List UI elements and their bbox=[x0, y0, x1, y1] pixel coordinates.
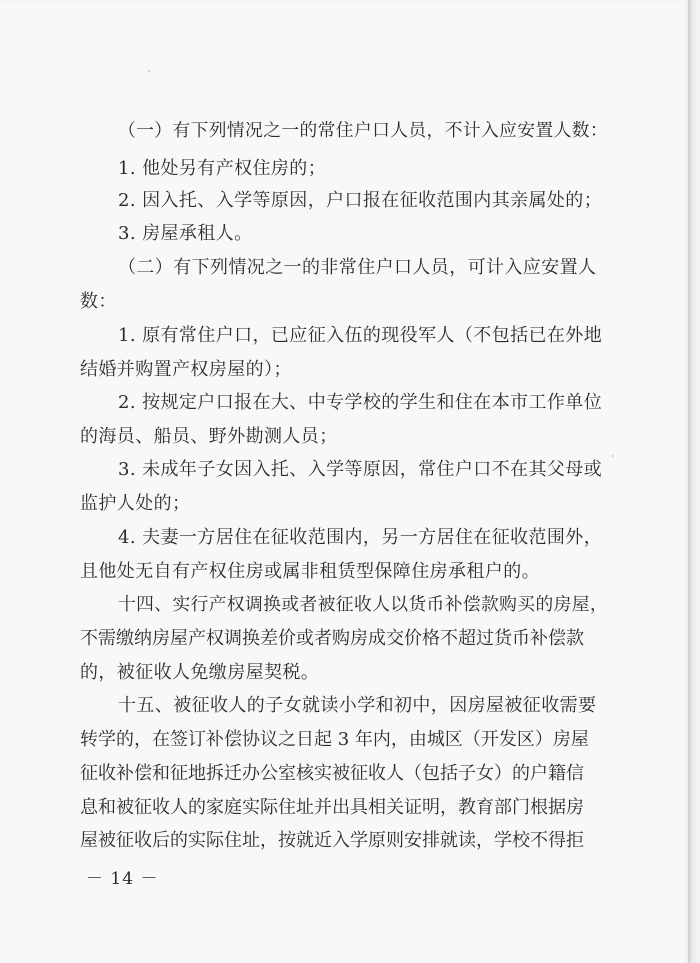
text-line-18: 十五、被征收人的子女就读小学和初中，因房屋被征收需要 bbox=[118, 695, 597, 716]
text-line-13: 4. 夫妻一方居住在征收范围内，另一方居住在征收范围外， bbox=[118, 527, 603, 548]
text-line-16: 不需缴纳房屋产权调换差价或者购房成交价格不超过货币补偿款 bbox=[80, 628, 584, 649]
page-number: － 14 － bbox=[86, 869, 159, 889]
text-line-22: 屋被征收后的实际住址，按就近入学原则安排就读，学校不得拒 bbox=[80, 830, 584, 851]
text-line-17: 的，被征收人免缴房屋契税。 bbox=[80, 662, 320, 683]
text-line-19: 转学的，在签订补偿协议之日起 3 年内，由城区（开发区）房屋 bbox=[80, 729, 589, 750]
text-line-2: 1. 他处另有产权住房的； bbox=[118, 158, 327, 179]
scan-speck bbox=[148, 70, 150, 72]
scan-speck bbox=[612, 455, 614, 457]
text-line-1: （一）有下列情况之一的常住户口人员，不计入应安置人数： bbox=[118, 121, 609, 141]
text-line-12: 监护人处的； bbox=[80, 493, 191, 514]
text-line-4: 3. 房屋承租人。 bbox=[118, 223, 253, 244]
text-line-3: 2. 因入托、入学等原因，户口报在征收范围内其亲属处的； bbox=[118, 190, 603, 211]
text-line-14: 且他处无自有产权住房或属非租赁型保障住房承租户的。 bbox=[80, 561, 540, 582]
text-line-9: 2. 按规定户口报在大、中专学校的学生和住在本市工作单位 bbox=[118, 392, 603, 413]
text-line-20: 征收补偿和征地拆迁办公室核实被征收人（包括子女）的户籍信 bbox=[80, 763, 584, 784]
text-line-10: 的海员、船员、野外勘测人员； bbox=[80, 426, 338, 447]
text-line-7: 1. 原有常住户口，已应征入伍的现役军人（不包括已在外地 bbox=[118, 325, 603, 346]
text-line-15: 十四、实行产权调换或者被征收人以货币补偿款购买的房屋， bbox=[118, 595, 609, 615]
text-line-11: 3. 未成年子女因入托、入学等原因，常住户口不在其父母或 bbox=[118, 459, 603, 480]
text-line-6: 数： bbox=[80, 291, 117, 312]
page-edge bbox=[688, 0, 700, 963]
text-line-5: （二）有下列情况之一的非常住户口人员，可计入应安置人 bbox=[118, 257, 597, 278]
text-line-21: 息和被征收人的家庭实际住址并出具相关证明，教育部门根据房 bbox=[80, 797, 584, 818]
text-line-8: 结婚并购置产权房屋的）； bbox=[80, 359, 292, 380]
